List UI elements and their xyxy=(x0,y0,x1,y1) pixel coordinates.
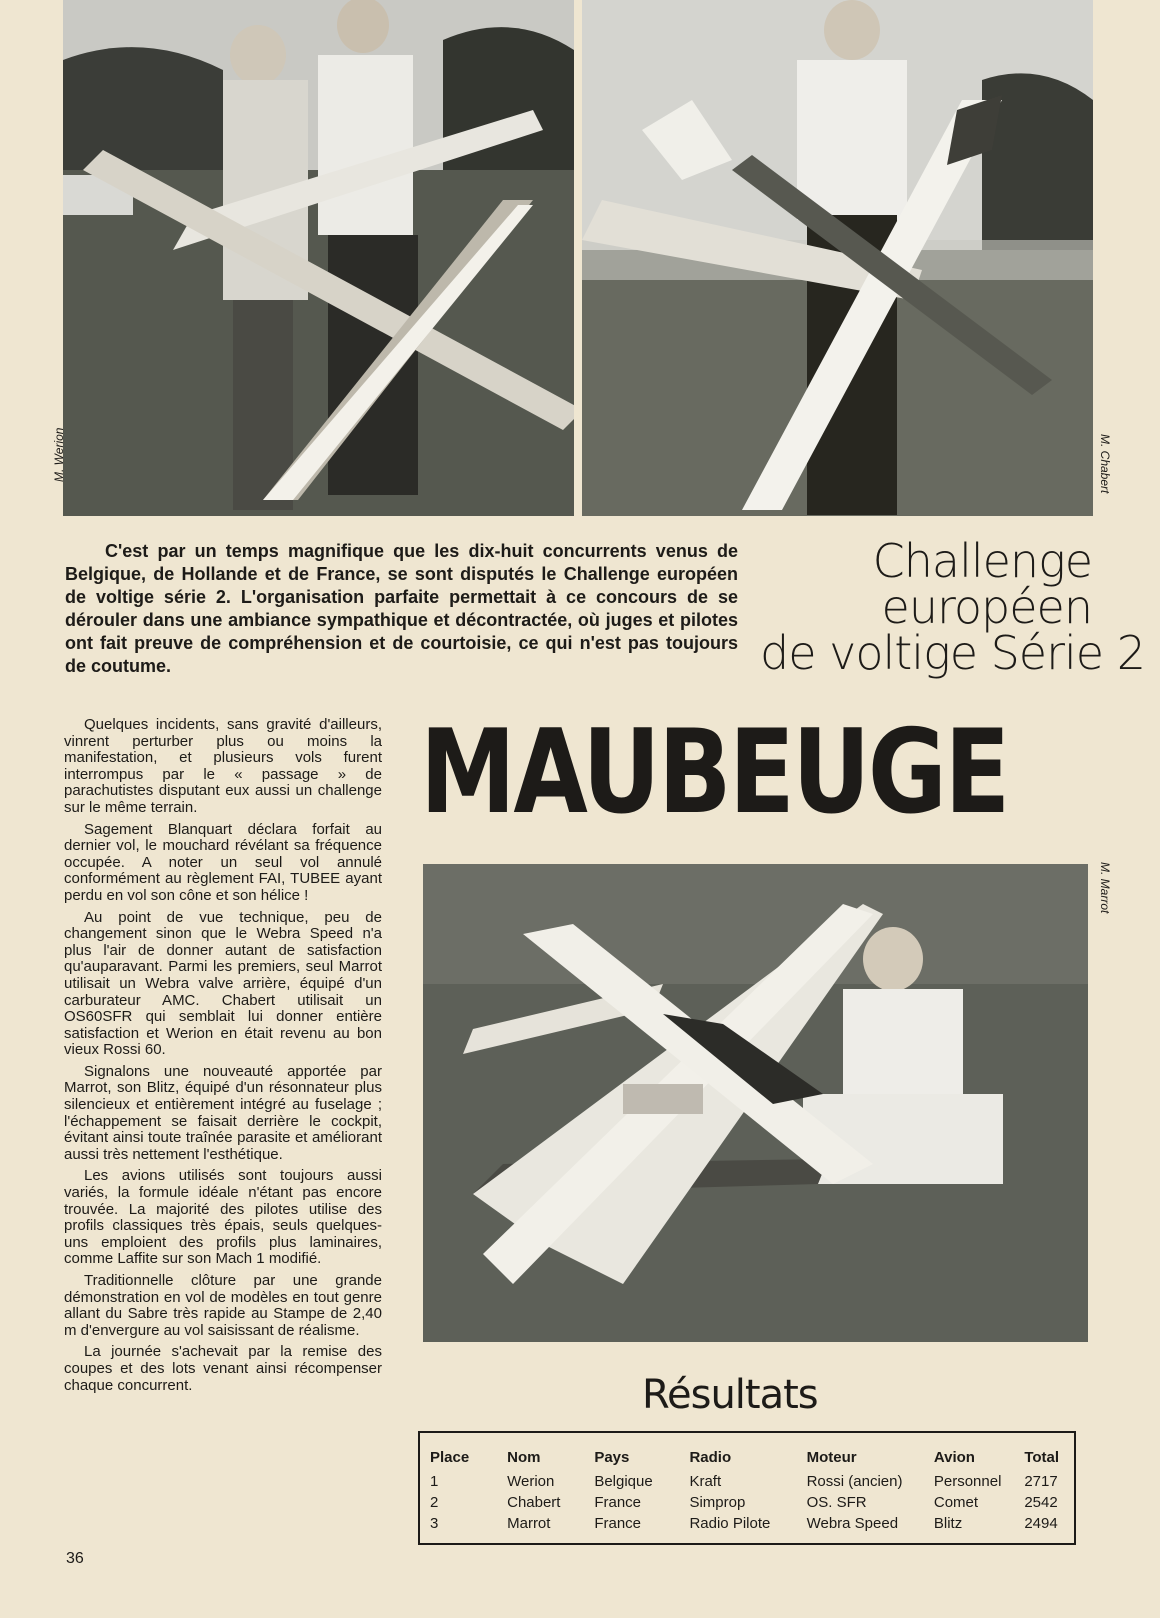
body-paragraph: La journée s'achevait par la remise des coupes et des lots venant ainsi récompenser chaque concurrent. xyxy=(64,1343,382,1394)
cell-total: 2542 xyxy=(1024,1494,1058,1511)
body-paragraph: Traditionnelle clôture par une grande démonstration en vol de modèles en tout genre allant du Sabre très rapide au Stampe de 2,40 m d'envergure au vol saisissant de réalisme. xyxy=(64,1272,382,1339)
cell-total: 2494 xyxy=(1024,1515,1058,1532)
body-paragraph: Au point de vue technique, peu de changement sinon que le Webra Speed n'a plus l'air de donner autant de satisfaction qu'auparavant. Parmi les premiers, seul Marrot utilisait un Webra valve arrière, équipé d'un carburateur AMC. Chabert utilisait un OS60SFR qui semblait lui donner entière satisfaction et Werion en était revenu au bon vieux Rossi 60. xyxy=(64,908,382,1059)
cell-avion: Blitz xyxy=(933,1515,963,1532)
cell-place: 3 xyxy=(430,1515,439,1532)
cell-moteur: Rossi (ancien) xyxy=(806,1473,903,1490)
cell-radio: Simprop xyxy=(689,1494,746,1511)
marrot-photo-drawing xyxy=(423,864,1088,1342)
cell-radio: Radio Pilote xyxy=(689,1515,771,1532)
photo-credit-werion: M. Werion xyxy=(52,427,66,482)
headline-maubeuge: MAUBEUGE xyxy=(420,705,1008,840)
werion-photo-drawing xyxy=(63,0,574,516)
headline-line-3: de voltige Série 2 xyxy=(760,626,1145,680)
cell-nom: Werion xyxy=(507,1473,555,1490)
photo-werion-with-model xyxy=(63,0,574,516)
chabert-photo-drawing xyxy=(582,0,1093,516)
header-nom: Nom xyxy=(507,1448,541,1466)
table-row xyxy=(430,1471,1074,1492)
table-row xyxy=(430,1513,1074,1534)
results-header-row xyxy=(430,1447,1074,1471)
headline-line-2: européen xyxy=(881,580,1092,634)
cell-moteur: OS. SFR xyxy=(806,1494,867,1511)
body-paragraph: Les avions utilisés sont toujours aussi variés, la formule idéale n'étant pas encore trouvée. La majorité des pilotes utilise des profils classiques très épais, seuls quelques-uns emploient des profils plus laminaires, comme Laffite sur son Mach 1 modifié. xyxy=(64,1167,382,1268)
cell-pays: France xyxy=(594,1494,641,1511)
header-total: Total xyxy=(1024,1448,1060,1466)
header-pays: Pays xyxy=(594,1448,630,1466)
intro-paragraph: C'est par un temps magnifique que les dix-huit concurrents venus de Belgique, de Hollande et de France, se sont disputés le Challenge européen de voltige série 2. L'organisation parfaite permettait à ce concours de se dérouler dans une ambiance sympathique et décontractée, où juges et pilotes ont fait preuve de compréhension et de courtoisie, ce qui n'est pas toujours de coutume. xyxy=(65,541,738,676)
header-moteur: Moteur xyxy=(806,1448,857,1466)
cell-pays: Belgique xyxy=(594,1473,653,1490)
body-paragraph: Quelques incidents, sans gravité d'ailleurs, vinrent perturber plus ou moins la manifestation, et plusieurs vols furent interrompus par le « passage » de parachutistes disputant eux aussi un challenge sur le même terrain. xyxy=(64,716,382,816)
photo-credit-marrot: M. Marrot xyxy=(1098,862,1112,914)
page-number: 36 xyxy=(66,1550,84,1567)
article-body xyxy=(64,717,382,1399)
body-paragraph: Signalons une nouveauté apportée par Marrot, son Blitz, équipé d'un résonnateur plus silencieux et entièrement intégré au fuselage ; l'échappement se faisait derrière le cockpit, évitant ainsi toute traînée parasite et améliorant aussi très nettement l'esthétique. xyxy=(64,1062,382,1163)
cell-place: 1 xyxy=(430,1473,439,1490)
results-title: Résultats xyxy=(642,1372,818,1418)
cell-radio: Kraft xyxy=(689,1473,722,1490)
photo-chabert-with-model xyxy=(582,0,1093,516)
cell-moteur: Webra Speed xyxy=(806,1515,899,1532)
headline-subtitle xyxy=(760,534,1145,680)
table-row xyxy=(430,1492,1074,1513)
photo-credit-chabert: M. Chabert xyxy=(1098,434,1112,494)
cell-pays: France xyxy=(594,1515,641,1532)
cell-avion: Personnel xyxy=(933,1473,1002,1490)
headline-line-1: Challenge xyxy=(872,534,1092,588)
cell-total: 2717 xyxy=(1024,1473,1058,1490)
cell-nom: Chabert xyxy=(507,1494,561,1511)
header-radio: Radio xyxy=(689,1448,732,1466)
cell-place: 2 xyxy=(430,1494,439,1511)
results-box xyxy=(418,1431,1076,1545)
results-table xyxy=(430,1447,1074,1534)
cell-avion: Comet xyxy=(933,1494,979,1511)
header-avion: Avion xyxy=(933,1448,975,1466)
cell-nom: Marrot xyxy=(507,1515,551,1532)
header-place: Place xyxy=(430,1448,470,1466)
photo-marrot-with-model xyxy=(423,864,1088,1342)
body-paragraph: Sagement Blanquart déclara forfait au dernier vol, le mouchard révélant sa fréquence occupée. A noter un seul vol annulé conformément au règlement FAI, TUBEE ayant perdu en vol son cône et son hélice ! xyxy=(64,820,382,904)
